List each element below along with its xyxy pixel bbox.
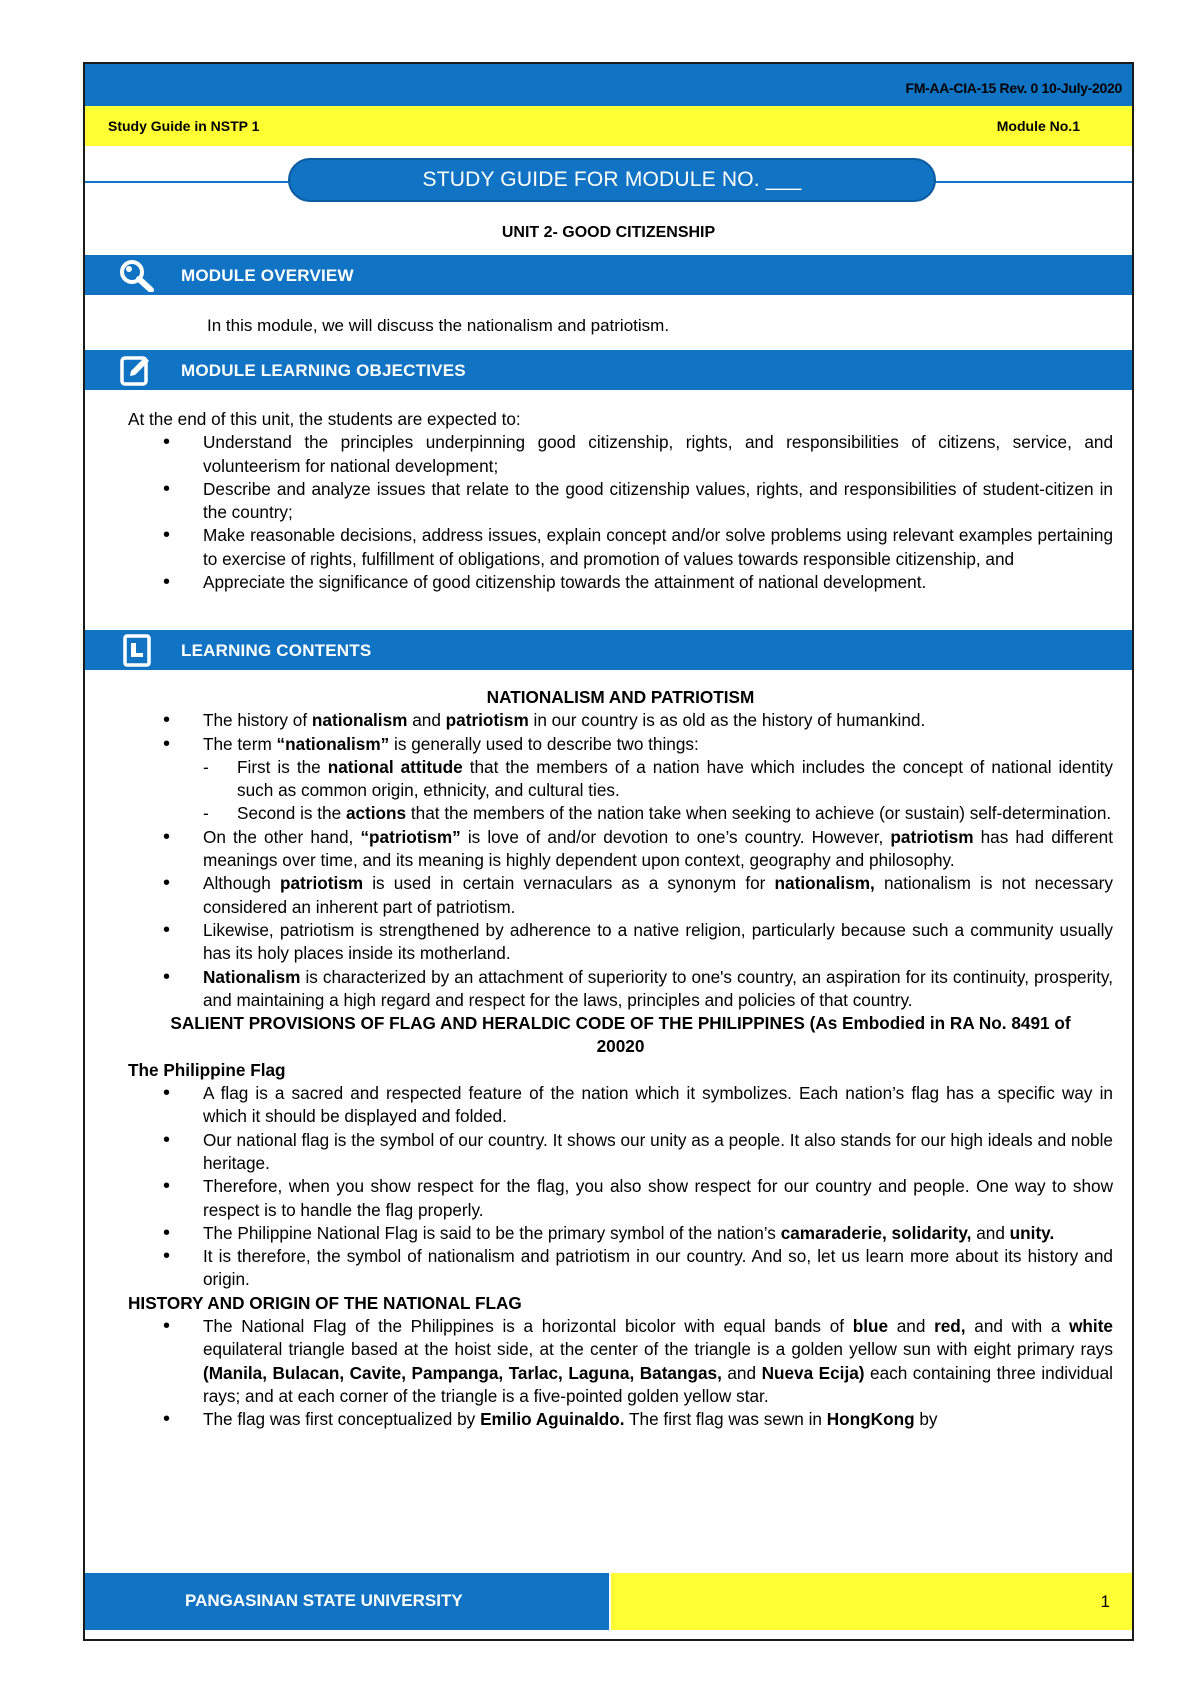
overview-text: In this module, we will discuss the nationalism and patriotism.	[207, 316, 670, 335]
course-name: Study Guide in NSTP 1	[108, 118, 260, 134]
section-label: MODULE LEARNING OBJECTIVES	[181, 361, 466, 380]
objective-item: • Make reasonable decisions, address issues, explain concept and/or solve problems using relevant examples pertaining to exercise of rights, fulfillment of obligations, and promotion of values towards responsible citizenship, and	[128, 524, 1113, 571]
flag-subheading: The Philippine Flag	[128, 1059, 286, 1080]
university-name: PANGASINAN STATE UNIVERSITY	[185, 1591, 463, 1610]
content-bullet: • The term “nationalism” is generally used to describe two things:	[128, 733, 1113, 756]
edit-icon	[115, 353, 157, 387]
objectives-intro: At the end of this unit, the students are expected to:	[128, 409, 521, 429]
history-bullet: • The flag was first conceptualized by Emilio Aguinaldo. The first flag was sewn in HongKong by	[128, 1408, 1113, 1431]
flag-bullet: • A flag is a sacred and respected feature of the nation which it symbolizes. Each nation’s flag has a specific way in which it should be displayed and folded.	[128, 1082, 1113, 1129]
objective-item: • Describe and analyze issues that relate to the good citizenship values, rights, and responsibilities of student-citizen in the country;	[128, 478, 1113, 525]
content-bullet: • On the other hand, “patriotism” is love of and/or devotion to one’s country. However, patriotism has had different meanings over time, and its meaning is highly dependent upon context, geography and philosophy.	[128, 826, 1113, 873]
content-bullet: • Nationalism is characterized by an attachment of superiority to one's country, an aspiration for its continuity, prosperity, and maintaining a high regard and respect for the laws, principles and policies of that country.	[128, 966, 1113, 1013]
footer-page-bar	[611, 1573, 1132, 1630]
footer-university-bar	[85, 1573, 609, 1630]
magnifier-icon	[115, 258, 157, 292]
module-number: Module No.1	[996, 118, 1080, 134]
flag-code-heading: SALIENT PROVISIONS OF FLAG AND HERALDIC CODE OF THE PHILIPPINES (As Embodied in RA No. 8491 of 20020	[170, 1013, 1071, 1057]
flag-bullet: • The Philippine National Flag is said to be the primary symbol of the nation’s camaraderie, solidarity, and unity.	[128, 1222, 1113, 1245]
content-dash-item: - First is the national attitude that the members of a nation have which includes the concept of national identity such as common origin, ethnicity, and cultural ties.	[128, 756, 1113, 803]
unit-title: UNIT 2- GOOD CITIZENSHIP	[501, 224, 716, 241]
history-bullet: • The National Flag of the Philippines is a horizontal bicolor with equal bands of blue and red, and with a white equilateral triangle based at the hoist side, at the center of the triangle is a golden yellow sun with eight primary rays (Manila, Bulacan, Cavite, Pampanga, Tarlac, Laguna, Batangas, and Nueva Ecija) each containing three individual rays; and at each corner of the triangle is a five-pointed golden yellow star.	[128, 1315, 1113, 1408]
objectives-body	[128, 408, 1113, 594]
section-module-overview	[85, 255, 1132, 295]
book-icon	[115, 633, 157, 667]
content-bullet: • Although patriotism is used in certain vernaculars as a synonym for nationalism, nationalism is not necessary considered an inherent part of patriotism.	[128, 872, 1113, 919]
flag-bullet: • Our national flag is the symbol of our country. It shows our unity as a people. It also stands for our high ideals and noble heritage.	[128, 1129, 1113, 1176]
content-dash-item: - Second is the actions that the members of the nation take when seeking to achieve (or sustain) self-determination.	[128, 802, 1113, 825]
title-rule-left	[85, 181, 290, 183]
flag-bullet: • Therefore, when you show respect for the flag, you also show respect for our country and people. One way to show respect is to handle the flag properly.	[128, 1175, 1113, 1222]
section-learning-contents	[85, 630, 1132, 670]
page-number: 1	[1100, 1592, 1110, 1611]
title-rule-right	[934, 181, 1132, 183]
content-bullet: • The history of nationalism and patriotism in our country is as old as the history of humankind.	[128, 709, 1113, 732]
objective-item: • Appreciate the significance of good citizenship towards the attainment of national development.	[128, 571, 1113, 594]
course-bar	[85, 106, 1132, 146]
section-learning-objectives	[85, 350, 1132, 390]
section-label: MODULE OVERVIEW	[181, 266, 354, 285]
content-heading: NATIONALISM AND PATRIOTISM	[486, 687, 755, 707]
form-code: FM-AA-CIA-15 Rev. 0 10-July-2020	[905, 80, 1122, 96]
objective-item: • Understand the principles underpinning good citizenship, rights, and responsibilities of citizens, service, and volunteerism for national development;	[128, 431, 1113, 478]
contents-body	[128, 686, 1113, 1432]
section-label: LEARNING CONTENTS	[181, 641, 372, 660]
flag-bullet: • It is therefore, the symbol of nationalism and patriotism in our country. And so, let us learn more about its history and origin.	[128, 1245, 1113, 1292]
content-bullet: • Likewise, patriotism is strengthened by adherence to a native religion, particularly because such a community usually has its holy places inside its motherland.	[128, 919, 1113, 966]
history-subheading: HISTORY AND ORIGIN OF THE NATIONAL FLAG	[128, 1292, 522, 1313]
study-guide-title: STUDY GUIDE FOR MODULE NO. ___	[288, 158, 936, 202]
